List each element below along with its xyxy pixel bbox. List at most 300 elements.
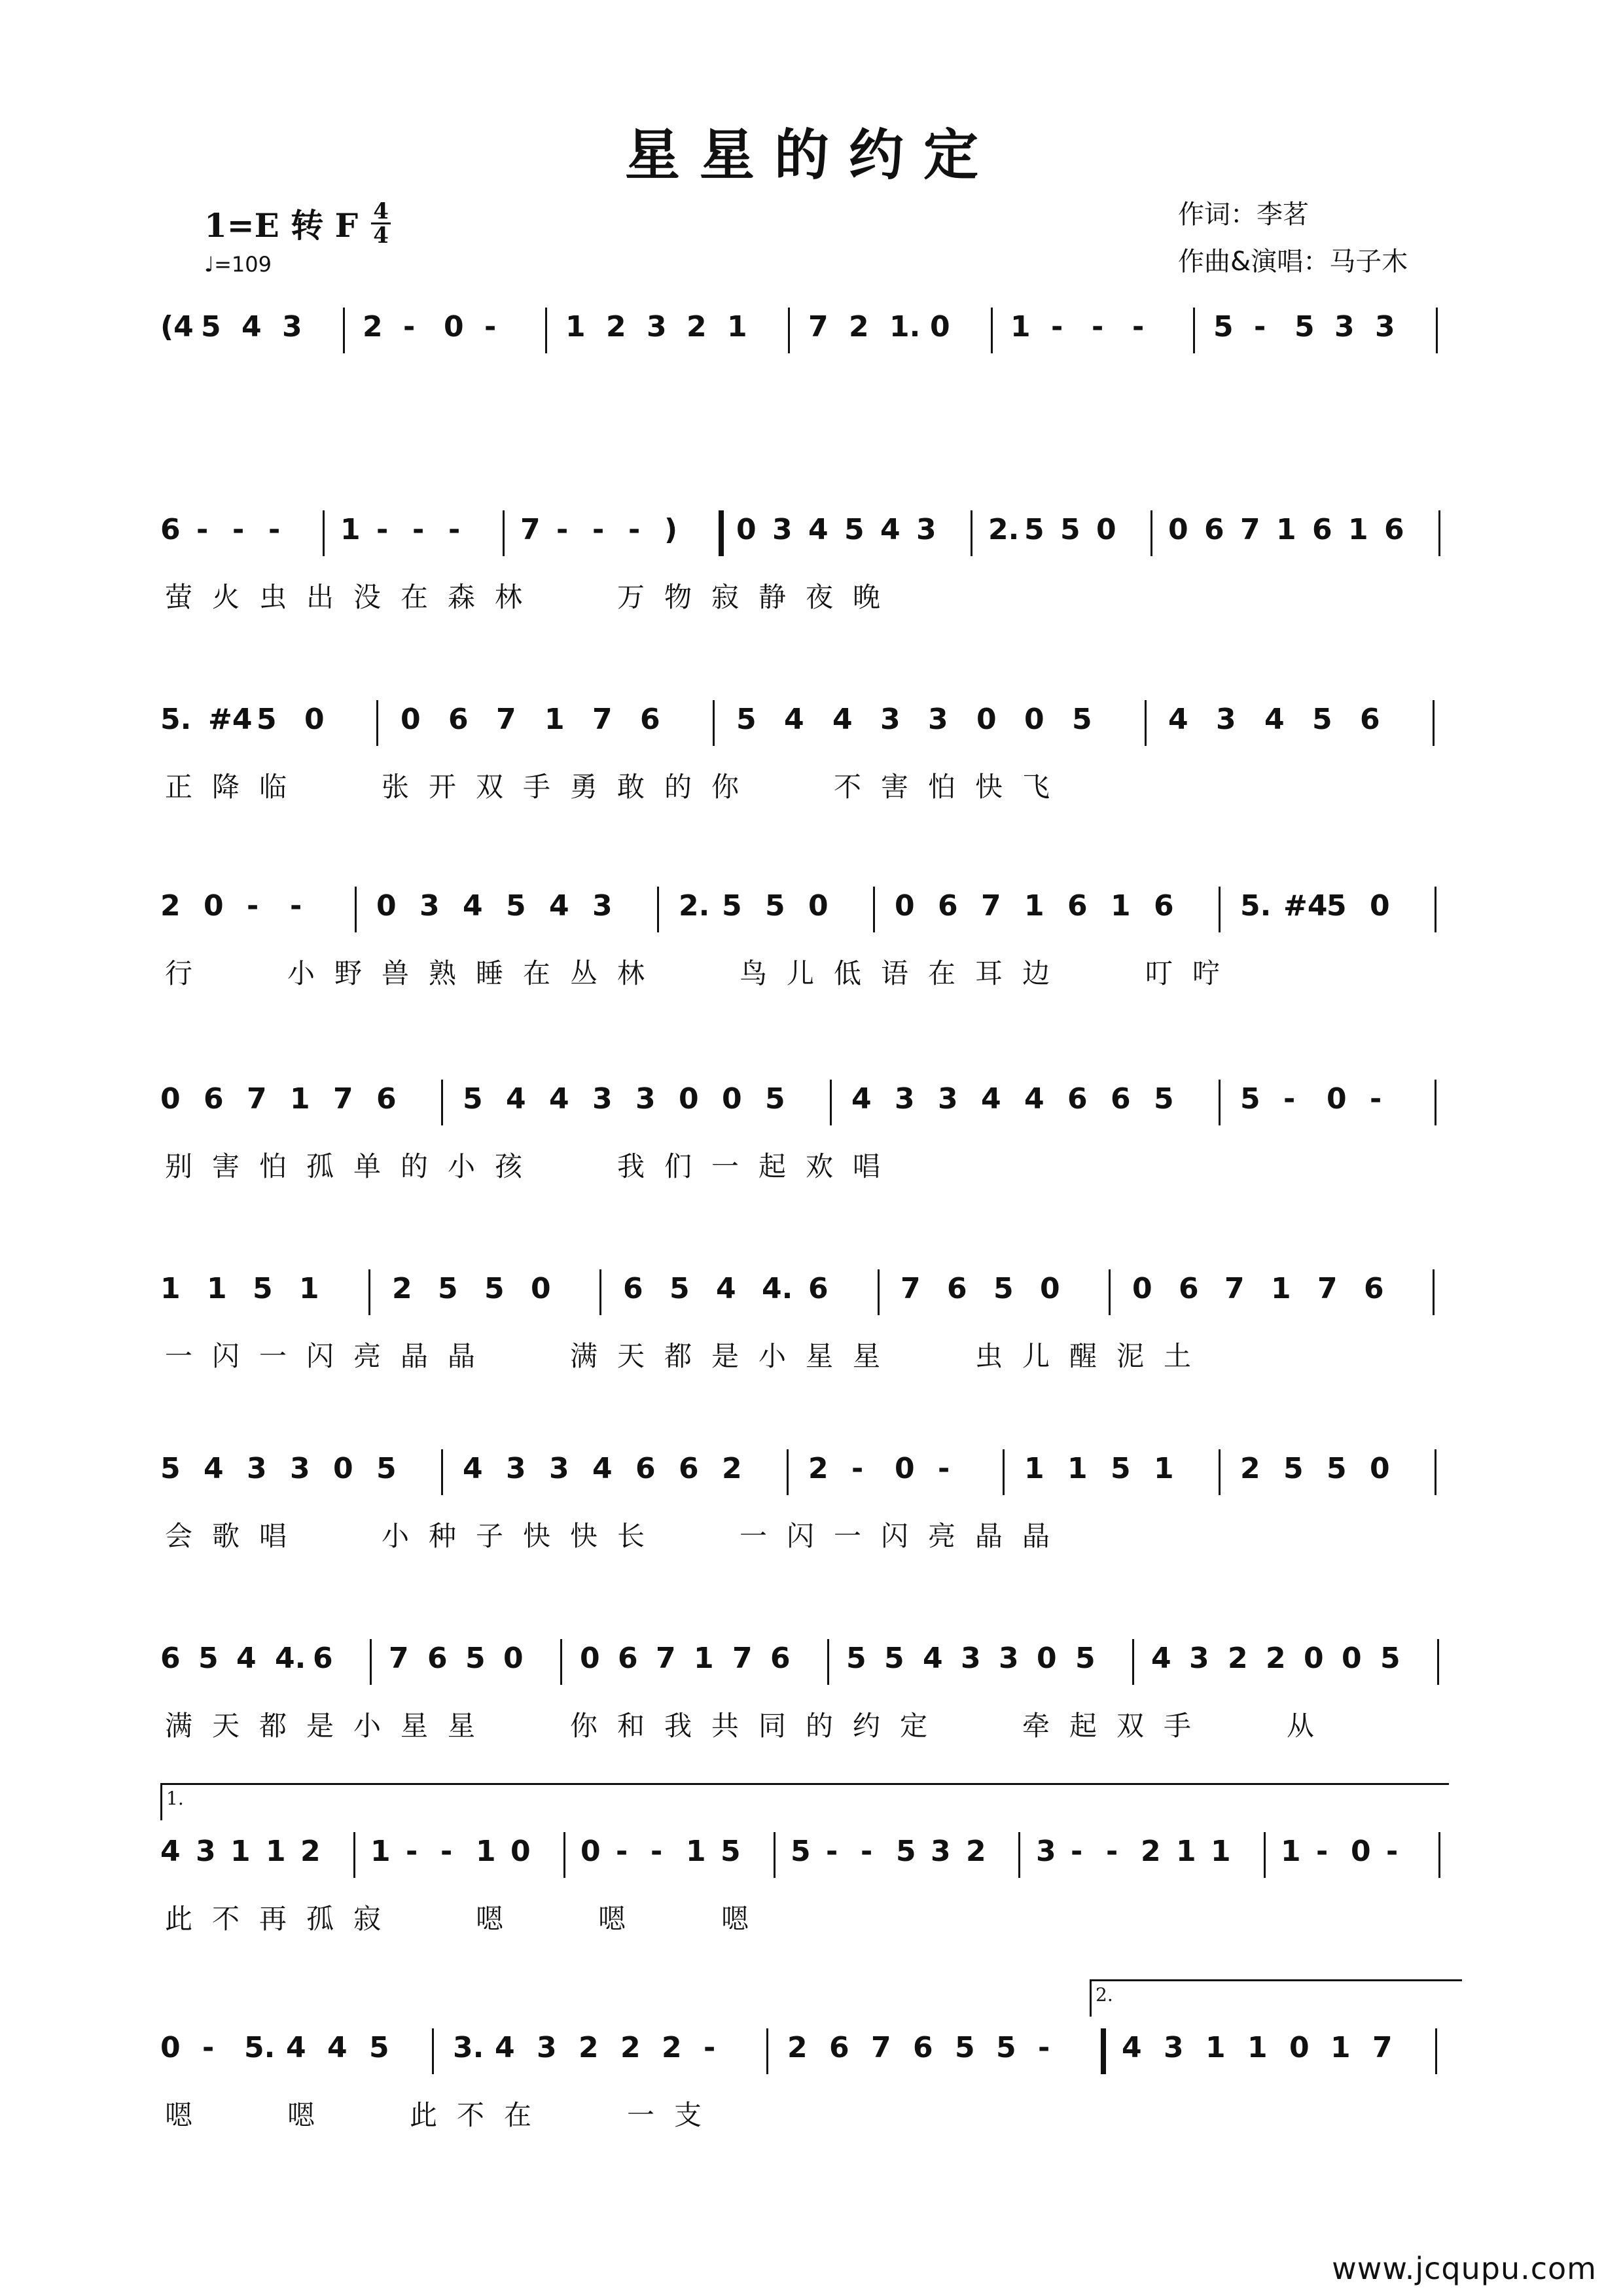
note: 0 [1037,1642,1057,1675]
note: - [1071,1835,1083,1868]
barline [1145,700,1147,746]
lyric-syllable: 兽 [381,957,409,989]
note: 2 [1141,1835,1161,1868]
notes-line [160,510,1456,556]
barline [1437,1639,1439,1685]
note: 3 [916,513,936,546]
lyric-syllable: 孤 [306,1903,334,1935]
lyric-syllable: 星 [447,1710,475,1742]
note: 0 [895,1452,915,1485]
lyric-syllable: 睡 [475,957,503,989]
note: 4 [1264,703,1285,736]
volta-bracket: 1. [160,1783,1449,1820]
lyric-syllable: 的 [664,771,692,803]
note: - [938,1452,950,1485]
lyric-syllable: 低 [833,957,861,989]
note: 7 [1317,1272,1338,1305]
note: 6 [376,1082,397,1116]
lyric-syllable: 星 [805,1340,833,1372]
note: 3 [1164,2031,1184,2064]
note: 5 [376,1452,397,1485]
lyric-syllable: 晶 [974,1520,1003,1552]
note: 1 [686,1835,706,1868]
lyrics-line [160,576,1456,615]
lyric-syllable: 起 [758,1150,786,1182]
lyric-syllable: 闪 [306,1340,334,1372]
note: 1 [476,1835,496,1868]
note: 1 [230,1835,251,1868]
note: 3 [961,1642,981,1675]
barline [830,1080,832,1125]
lyric-syllable: 正 [164,771,192,803]
lyric-syllable: 我 [664,1710,692,1742]
note: 1 [1067,1452,1088,1485]
note: 0 [401,703,421,736]
barline [441,1080,443,1125]
note: 3 [1189,1642,1209,1675]
lyric-syllable: 亮 [353,1340,381,1372]
note: 7 [656,1642,676,1675]
lyric-syllable: 是 [711,1340,739,1372]
note: 3 [592,889,613,923]
note: 5 [765,889,785,923]
lyric-syllable: 害 [211,1150,240,1182]
note: 4 [832,703,853,736]
lyric-syllable: 星 [400,1710,428,1742]
lyric-syllable: 在 [400,581,428,613]
note: 0 [304,703,325,736]
note: 0 [930,310,950,344]
barline [774,1832,776,1878]
note: 5 [438,1272,458,1305]
lyric-syllable: 小 [287,957,315,989]
lyric-syllable: 天 [616,1340,645,1372]
note: 4 [592,1452,613,1485]
lyric-syllable: 星 [852,1340,880,1372]
note: - [1386,1835,1399,1868]
note: 6 [204,1082,224,1116]
lyric-syllable: 开 [428,771,456,803]
note: - [628,513,641,546]
lyric-syllable: 野 [334,957,362,989]
note: 4 [463,889,483,923]
note: 5 [993,1272,1014,1305]
note: 7 [1224,1272,1245,1305]
barline [441,1449,443,1495]
note: 6 [1384,513,1404,546]
note: 2 [579,2031,599,2064]
note: 6 [618,1642,638,1675]
barline [343,308,345,353]
note: 1 [565,310,586,344]
note: 0 [444,310,464,344]
note: 6 [1312,513,1332,546]
note: 1 [1010,310,1031,344]
note: 1 [1330,2031,1351,2064]
lyric-syllable: 小 [353,1710,381,1742]
note: 5 [506,889,526,923]
lyric-syllable: 手 [522,771,550,803]
note: 4 [463,1452,483,1485]
lyric-syllable: 们 [664,1150,692,1182]
barline [1435,887,1436,932]
note: 3 [999,1642,1019,1675]
lyric-syllable: 种 [428,1520,456,1552]
lyric-syllable: 一 [711,1150,739,1182]
note: 1 [290,1082,310,1116]
lyric-syllable: 闪 [880,1520,908,1552]
note: 0 [808,889,829,923]
lyric-syllable: 火 [211,581,240,613]
note: 4 [981,1082,1001,1116]
note: 0 [160,1082,181,1116]
note: 1 [727,310,747,344]
note: 4 [808,513,829,546]
barline [368,1269,370,1315]
lyric-syllable: 不 [833,771,861,803]
lyric-syllable: 一 [259,1340,287,1372]
note: 7 [389,1642,409,1675]
lyric-syllable: 虫 [259,581,287,613]
note: - [290,889,302,923]
note: 3 [1036,1835,1056,1868]
note: 0 [895,889,915,923]
note: 2 [160,889,181,923]
barline [353,1832,355,1878]
note: 5 [1380,1642,1400,1675]
lyric-syllable: 快 [974,771,1003,803]
lyric-syllable: 夜 [805,581,833,613]
lyrics-line [160,952,1456,991]
note: 0 [722,1082,742,1116]
note: 6 [640,703,660,736]
note: 4 [880,513,901,546]
lyric-syllable: 万 [616,581,645,613]
note: 5 [736,703,757,736]
note: 0 [1304,1642,1324,1675]
key-signature [204,200,391,247]
note: 1 [694,1642,714,1675]
lyric-syllable: 晶 [447,1340,475,1372]
lyric-syllable: 同 [758,1710,786,1742]
note: 3 [938,1082,958,1116]
note: 5 [844,513,865,546]
note: 1 [1024,1452,1044,1485]
note: 1 [266,1835,286,1868]
note: 4 [160,1835,181,1868]
note: 7 [901,1272,921,1305]
repeat-barline [1101,2028,1106,2074]
note: 3 [1334,310,1355,344]
note: 7 [871,2031,891,2064]
note: - [592,513,605,546]
note: - [406,1835,418,1868]
lyric-syllable: 小 [381,1520,409,1552]
barline [1132,1639,1134,1685]
lyric-syllable: 唱 [852,1150,880,1182]
note: 6 [448,703,469,736]
barline [376,700,378,746]
composer-credit: 作曲&演唱：马子木 [1178,247,1408,277]
note: 4 [506,1082,526,1116]
note: 3 [537,2031,557,2064]
note: 5 [721,1835,741,1868]
lyric-syllable: 边 [1022,957,1050,989]
note: 5 [463,1082,483,1116]
note: 0 [531,1272,551,1305]
lyrics-line [160,1145,1456,1184]
note: 5 [791,1835,811,1868]
note: 0 [1289,2031,1310,2064]
note: 1 [1276,513,1296,546]
lyric-syllable: 没 [353,581,381,613]
note: 2 [722,1452,742,1485]
lyric-syllable: 从 [1286,1710,1314,1742]
note: 5 [1283,1452,1304,1485]
note: 6 [770,1642,791,1675]
note: 7 [808,310,829,344]
watermark: www.jcqupu.com [1332,2251,1597,2286]
note: ) [664,513,678,546]
barline [563,1832,565,1878]
barline [1109,1269,1111,1315]
note: - [403,310,416,344]
lyrics-line [160,1335,1456,1374]
lyric-syllable: 林 [616,957,645,989]
note: 3 [1375,310,1395,344]
key-text: 1=E 转 F [204,206,359,245]
barline [1018,1832,1020,1878]
note: 1 [1271,1272,1291,1305]
lyric-syllable: 一 [626,2099,654,2131]
note: 4 [1151,1642,1171,1675]
notes-line [160,1080,1456,1125]
notes-line [160,887,1456,932]
lyric-syllable: 降 [211,771,240,803]
barline [1150,510,1152,556]
barline [560,1639,562,1685]
note: 5 [765,1082,785,1116]
note: 2 [787,2031,808,2064]
lyric-syllable: 临 [259,771,287,803]
barline [873,887,875,932]
barline [1438,510,1440,556]
lyrics-line [160,1515,1456,1554]
lyric-syllable: 不 [456,2099,484,2131]
lyric-syllable: 在 [522,957,550,989]
lyric-syllable: 物 [664,581,692,613]
note: 3 [647,310,667,344]
barline [1219,887,1221,932]
note: 5 [1154,1082,1174,1116]
lyric-syllable: 出 [306,581,334,613]
note: 6 [160,513,181,546]
note: 6 [1179,1272,1199,1305]
note: 4 [495,2031,515,2064]
lyric-syllable: 森 [447,581,475,613]
lyric-syllable: 嗯 [597,1903,626,1935]
barline [766,2028,768,2074]
note: 3 [247,1452,267,1485]
note: - [616,1835,628,1868]
note: - [1316,1835,1329,1868]
note: 2 [849,310,869,344]
notes-line [160,1639,1456,1685]
note: 0 [736,513,757,546]
barline [370,1639,372,1685]
note: 6 [1364,1272,1384,1305]
note: 7 [592,703,613,736]
barline [657,887,659,932]
note: 5 [1072,703,1092,736]
note: 2 [300,1835,321,1868]
time-signature-bottom: 4 [373,222,389,249]
note: 0 [160,2031,181,2064]
note: 5 [1327,1452,1347,1485]
barline [1435,1449,1436,1495]
key-and-tempo [204,200,391,277]
lyric-syllable: 熟 [428,957,456,989]
note: 2 [662,2031,682,2064]
note: - [1106,1835,1118,1868]
note: 3 [928,703,948,736]
note: 7 [520,513,541,546]
lyric-syllable: 一 [739,1520,767,1552]
note: - [412,513,425,546]
note: 3 [592,1082,613,1116]
note: - [1051,310,1063,344]
note: 0 [1327,1082,1347,1116]
note: 4 [1168,703,1188,736]
note: - [651,1835,663,1868]
lyric-syllable: 双 [1116,1710,1144,1742]
note: 1 [1211,1835,1231,1868]
note: 4 [1024,1082,1044,1116]
time-signature-top: 4 [373,198,389,224]
note: 6 [1067,1082,1088,1116]
note: 5 [201,310,221,344]
note: 1 [1176,1835,1196,1868]
lyric-syllable: 你 [569,1710,597,1742]
note: 5 [955,2031,975,2064]
note: 1 [1281,1835,1301,1868]
note: 5 [484,1272,505,1305]
note: - [268,513,281,546]
note: 7 [1240,513,1260,546]
lyric-syllable: 是 [306,1710,334,1742]
barline [503,510,505,556]
barline [1435,1080,1436,1125]
note: 2 [808,1452,829,1485]
note: 2 [606,310,626,344]
note: 4 [716,1272,736,1305]
time-signature [371,200,391,247]
note: #4 [208,703,253,736]
note: 5 [1240,1082,1260,1116]
lyric-syllable: 林 [494,581,522,613]
lyric-syllable: 和 [616,1710,645,1742]
note: 5 [465,1642,486,1675]
lyric-syllable: 虫 [974,1340,1003,1372]
lyric-syllable: 亮 [927,1520,955,1552]
note: 5 [1294,310,1315,344]
lyric-syllable: 的 [400,1150,428,1182]
barline [788,308,790,353]
lyric-syllable: 长 [616,1520,645,1552]
note: 2. [988,513,1020,546]
note: 0 [1096,513,1116,546]
lyric-syllable: 满 [164,1710,192,1742]
lyric-syllable: 共 [711,1710,739,1742]
note: - [826,1835,838,1868]
lyric-syllable: 敢 [616,771,645,803]
lyric-syllable: 孤 [306,1150,334,1182]
barline [1264,1832,1266,1878]
lyric-syllable: 丛 [569,957,597,989]
note: 2 [363,310,383,344]
note: 5 [253,1272,273,1305]
note: 0 [1351,1835,1371,1868]
note: 0 [1132,1272,1152,1305]
barline [878,1269,880,1315]
lyric-syllable: 怕 [927,771,955,803]
note: 7 [732,1642,753,1675]
note: 3 [419,889,440,923]
lyric-syllable: 一 [833,1520,861,1552]
lyric-syllable: 耳 [974,957,1003,989]
notes-line [160,1269,1456,1315]
barline [971,510,972,556]
note: 5 [1060,513,1080,546]
note: 5 [1213,310,1234,344]
lyric-syllable: 在 [503,2099,531,2131]
note: 3 [196,1835,216,1868]
note: - [861,1835,873,1868]
lyric-syllable: 泥 [1116,1340,1144,1372]
note: 5 [1312,703,1332,736]
lyric-syllable: 定 [899,1710,927,1742]
lyric-syllable: 牵 [1022,1710,1050,1742]
note: 5 [257,703,277,736]
note: 0 [679,1082,699,1116]
lyric-syllable: 儿 [1022,1340,1050,1372]
barline [1436,308,1438,353]
note: 4 [204,1452,224,1485]
note: 5 [896,1835,916,1868]
lyric-syllable: 寂 [353,1903,381,1935]
note: 1 [207,1272,227,1305]
note: 2 [966,1835,986,1868]
note: 5 [369,2031,389,2064]
note: 7 [333,1082,353,1116]
note: 5 [1111,1452,1131,1485]
lyric-syllable: 欢 [805,1150,833,1182]
note: 0 [1168,513,1188,546]
lyric-syllable: 我 [616,1150,645,1182]
note: 3 [931,1835,951,1868]
note: 7 [1372,2031,1393,2064]
lyric-syllable: 小 [758,1340,786,1372]
note: - [247,889,259,923]
note: 5 [1075,1642,1096,1675]
lyric-syllable: 孩 [494,1150,522,1182]
note: 0 [503,1642,524,1675]
lyric-syllable: 都 [259,1710,287,1742]
note: 6 [623,1272,643,1305]
note: 1 [370,1835,391,1868]
barline [545,308,547,353]
note: 6 [679,1452,699,1485]
